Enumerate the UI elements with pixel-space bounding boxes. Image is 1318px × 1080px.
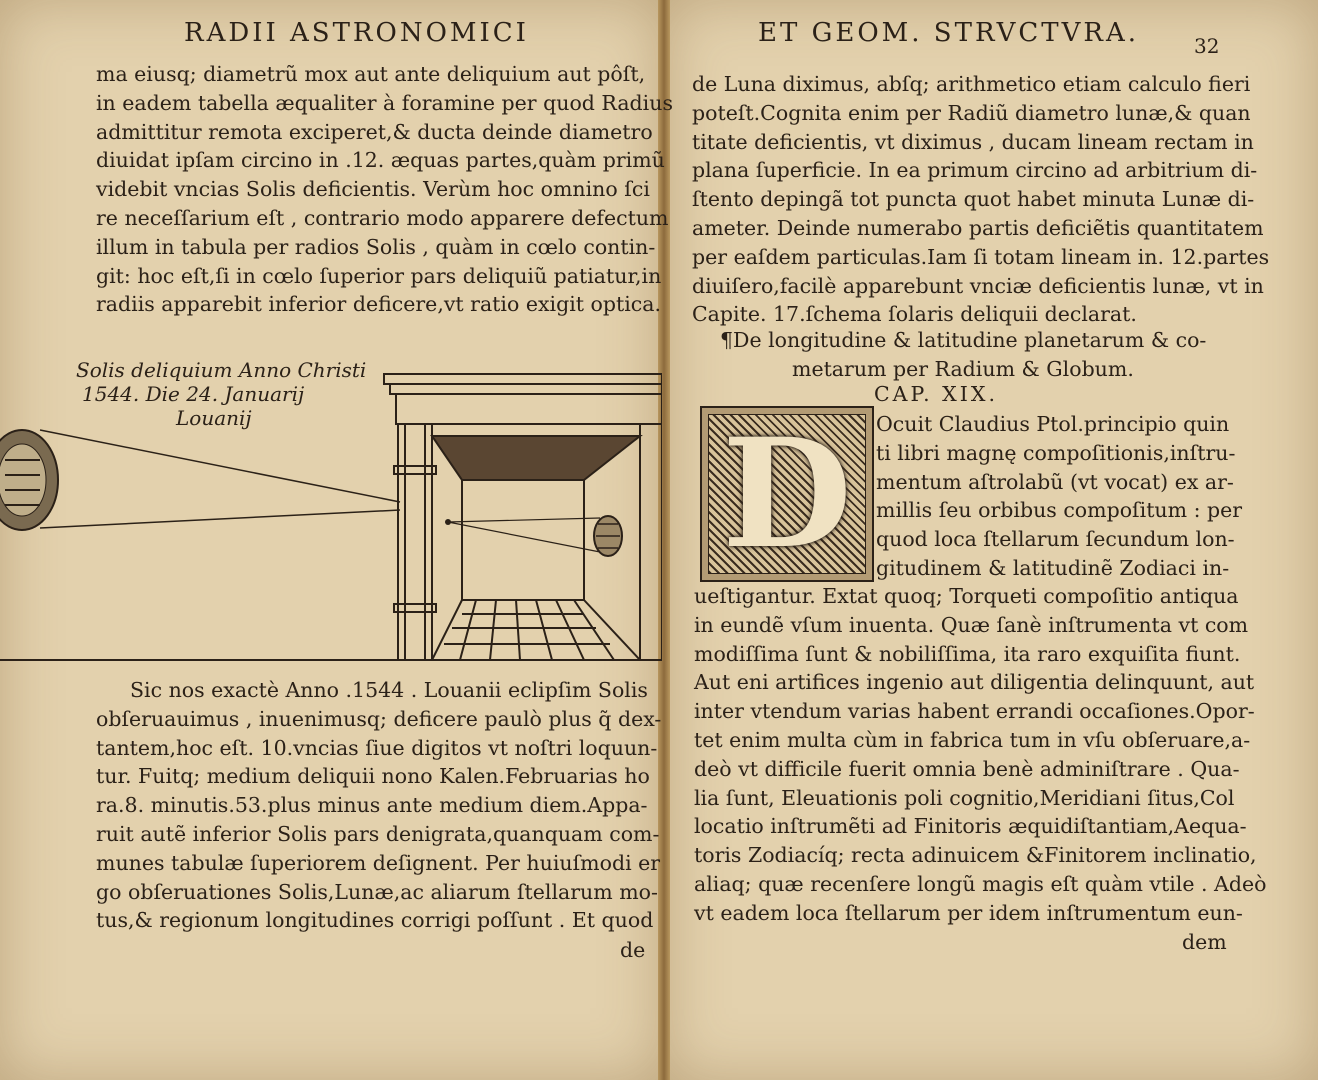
text-line: illum in tabula per radios Solis , quàm in cœlo contin-	[96, 234, 656, 259]
text-line: radiis apparebit inferior deficere,vt ratio exigit optica.	[96, 292, 662, 317]
text-line: aliaq; quæ recenſere longũ magis eſt quàm vtile . Adeò	[694, 871, 1267, 896]
text-line: plana ſuperficie. In ea primum circino ad arbitrium di-	[692, 158, 1258, 183]
dropcap-text	[876, 410, 1242, 583]
text-line: modiſſima ſunt & nobiliſſima, ita raro exquiſita fiunt.	[694, 641, 1241, 666]
text-line: per eaſdem particulas.Iam ſi totam lineam in. 12.partes	[692, 244, 1270, 269]
text-line: toris Zodiacíq; recta adinuicem &Finitorem inclinatio,	[694, 843, 1257, 868]
text-line: ueſtigantur. Extat quoq; Torqueti compoſitio antiqua	[694, 584, 1239, 608]
text-line: obſeruauimus , inuenimusq; deficere paulò plus q̃ dex-	[96, 706, 662, 731]
ornamental-drop-cap	[700, 406, 874, 582]
text-line: munes tabulæ ſuperiorem deſignent. Per huiuſmodi er	[96, 850, 661, 875]
caption-line: Solis deliquium Anno Christi	[76, 358, 367, 382]
text-line: diuiſero,facilè apparebunt vnciæ deficientis lunæ, vt in	[692, 273, 1264, 298]
text-line: deò vt difficile fuerit omnia benè adminiſtrare . Qua-	[694, 756, 1240, 781]
drop-cap-letter: D	[721, 406, 853, 582]
text-line: tantem,hoc eſt. 10.vncias ſiue digitos vt noſtri loquun-	[96, 735, 658, 760]
folio-number: 32	[1194, 34, 1220, 58]
text-line: diuidat ipſam circino in .12. æquas partes,quàm primũ	[96, 148, 665, 173]
text-line: tet enim multa cùm in fabrica tum in vſu obſeruare,a-	[694, 727, 1251, 752]
running-head-left: RADII ASTRONOMICI	[184, 18, 529, 48]
text-line: ſtento depingã tot puncta quot habet minuta Lunæ di-	[692, 187, 1255, 212]
running-head-right: ET GEOM. STRVCTVRA.	[758, 18, 1140, 48]
text-line: mentum aſtrolabũ (vt vocat) ex ar-	[876, 469, 1234, 494]
text-line: ameter. Deinde numerabo partis deficiẽtis quantitatem	[692, 215, 1264, 240]
caption-line: 1544. Die 24. Januarij	[82, 382, 305, 406]
text-line: videbit vncias Solis deficientis. Verùm hoc omnino ſci	[96, 177, 650, 202]
text-line: in eundẽ vſum inuenta. Quæ ſanè inſtrumenta vt com	[694, 612, 1249, 637]
text-line: tur. Fuitq; medium deliquii nono Kalen.Februarias ho	[96, 764, 650, 789]
text-line: in eadem tabella æqualiter à foramine per quod Radius	[96, 90, 673, 115]
text-line: vt eadem loca ſtellarum per idem inſtrumentum eun-	[694, 900, 1243, 925]
camera-obscura-woodcut	[0, 370, 662, 670]
left-top-text	[96, 60, 673, 319]
text-line: re neceſſarium eſt , contrario modo apparere defectum	[96, 205, 669, 230]
text-line: admittitur remota exciperet,& ducta deinde diametro	[96, 119, 653, 144]
text-line: git: hoc eſt,ſi in cœlo ſuperior pars deliquiũ patiatur,in	[96, 263, 662, 288]
text-line: de Luna diximus, abſq; arithmetico etiam calculo fieri	[692, 72, 1251, 96]
text-line: poteſt.Cognita enim per Radiũ diametro lunæ,& quan	[692, 100, 1251, 125]
text-line: millis ſeu orbibus compoſitum : per	[876, 498, 1243, 523]
section-title-line: metarum per Radium & Globum.	[792, 356, 1134, 381]
text-line: Ocuit Claudius Ptol.principio quin	[876, 412, 1230, 436]
text-line: ma eiusq; diametrũ mox aut ante deliquium aut pôſt,	[96, 62, 646, 86]
section-title-line: ¶De longitudine & latitudine planetarum & co-	[720, 328, 1207, 352]
text-line: inter vtendum varias habent errandi occaſiones.Opor-	[694, 699, 1255, 724]
left-bottom-text	[96, 676, 661, 935]
text-line: tus,& regionum longitudines corrigi poſſunt . Et quod	[96, 908, 654, 933]
sun-icon	[0, 430, 58, 530]
text-line: locatio inſtrumẽti ad Finitoris æquidiſtantiam,Aequa-	[694, 814, 1247, 839]
caption-line: Louanij	[176, 406, 252, 430]
text-line: titate deficientis, vt diximus , ducam lineam rectam in	[692, 129, 1254, 154]
text-line: Capite. 17.ſchema ſolaris deliquii declarat.	[692, 302, 1137, 327]
text-line: quod loca ſtellarum ſecundum lon-	[876, 527, 1235, 552]
catchword-right: dem	[1182, 930, 1227, 954]
projection-screen	[594, 516, 622, 556]
text-line: Aut eni artifices ingenio aut diligentia delinquunt, aut	[694, 670, 1255, 695]
text-line: gitudinem & latitudinẽ Zodiaci in-	[876, 555, 1230, 580]
text-line: go obſeruationes Solis,Lunæ,ac aliarum ſtellarum mo-	[96, 879, 658, 904]
chapter-heading: CAP. XIX.	[874, 382, 998, 406]
right-body-text	[694, 582, 1266, 928]
text-line: Sic nos exactè Anno .1544 . Louanii eclipſim Solis	[130, 678, 648, 702]
right-top-text	[692, 70, 1269, 329]
text-line: ti libri magnę compoſitionis,inſtru-	[876, 440, 1236, 465]
catchword-left: de	[620, 938, 646, 962]
text-line: ruit autẽ inferior Solis pars denigrata,quanquam com-	[96, 821, 660, 846]
section-title	[720, 326, 1206, 384]
text-line: ra.8. minutis.53.plus minus ante medium diem.Appa-	[96, 793, 648, 818]
text-line: lia ſunt, Eleuationis poli cognitio,Meridiani ſitus,Col	[694, 785, 1235, 810]
